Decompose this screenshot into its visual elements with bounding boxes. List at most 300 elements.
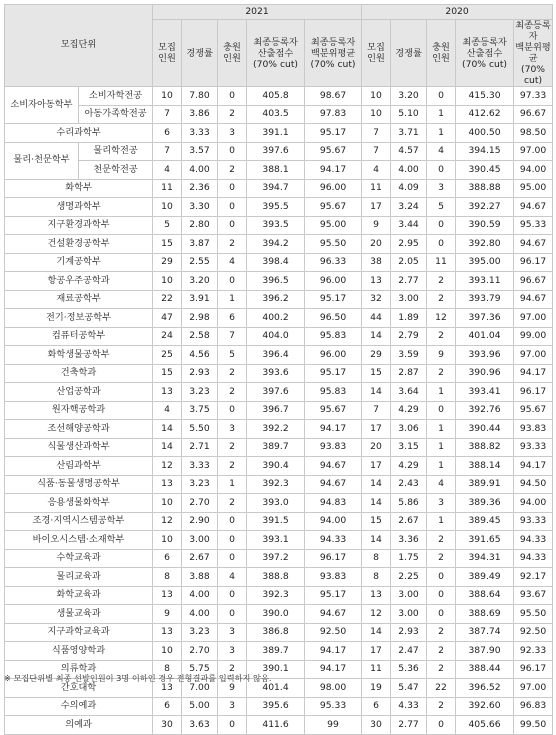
value-2020-0: 7 xyxy=(362,142,391,161)
value-2020-0: 4 xyxy=(362,161,391,180)
value-2020-1: 1.75 xyxy=(391,549,427,568)
value-2020-1: 1.89 xyxy=(391,309,427,328)
value-2020-1: 3.20 xyxy=(391,87,427,106)
value-2021-4: 96.17 xyxy=(305,549,362,568)
value-2021-0: 29 xyxy=(153,253,182,272)
value-2021-3: 401.4 xyxy=(247,679,305,698)
value-2021-4: 98.00 xyxy=(305,679,362,698)
value-2021-1: 3.30 xyxy=(182,198,218,217)
value-2021-2: 0 xyxy=(218,531,247,550)
value-2020-0: 14 xyxy=(362,383,391,402)
value-2021-3: 386.8 xyxy=(247,623,305,642)
unit-name: 생명과학부 xyxy=(5,198,153,217)
value-2020-1: 4.29 xyxy=(391,401,427,420)
value-2020-4: 96.67 xyxy=(514,105,553,124)
value-2021-4: 96.00 xyxy=(305,179,362,198)
value-2021-4: 95.67 xyxy=(305,198,362,217)
value-2020-1: 2.67 xyxy=(391,512,427,531)
table-row xyxy=(5,253,553,272)
value-2021-3: 397.6 xyxy=(247,383,305,402)
value-2021-4: 95.67 xyxy=(305,142,362,161)
value-2021-3: 396.5 xyxy=(247,272,305,291)
value-2020-4: 96.17 xyxy=(514,253,553,272)
value-2021-2: 3 xyxy=(218,623,247,642)
value-2020-3: 401.04 xyxy=(456,327,514,346)
value-2020-2: 11 xyxy=(427,253,456,272)
table-row xyxy=(5,549,553,568)
table-row xyxy=(5,87,553,106)
table-row xyxy=(5,235,553,254)
value-2020-0: 14 xyxy=(362,327,391,346)
value-2021-0: 10 xyxy=(153,198,182,217)
value-2021-4: 94.83 xyxy=(305,494,362,513)
value-2021-4: 92.50 xyxy=(305,623,362,642)
value-2020-1: 2.93 xyxy=(391,623,427,642)
value-2021-1: 3.91 xyxy=(182,290,218,309)
year-2020-header: 2020 xyxy=(362,5,553,20)
value-2020-1: 3.24 xyxy=(391,198,427,217)
value-2021-0: 8 xyxy=(153,568,182,587)
value-2021-1: 2.71 xyxy=(182,438,218,457)
value-2021-2: 5 xyxy=(218,346,247,365)
value-2021-0: 6 xyxy=(153,549,182,568)
value-2020-4: 94.17 xyxy=(514,364,553,383)
value-2020-0: 13 xyxy=(362,272,391,291)
value-2020-3: 392.80 xyxy=(456,235,514,254)
value-2020-4: 94.00 xyxy=(514,494,553,513)
value-2021-3: 393.6 xyxy=(247,364,305,383)
value-2020-2: 9 xyxy=(427,346,456,365)
value-2020-3: 391.65 xyxy=(456,531,514,550)
value-2021-4: 95.67 xyxy=(305,401,362,420)
value-2020-1: 2.47 xyxy=(391,642,427,661)
unit-name: 의예과 xyxy=(5,716,153,735)
value-2021-0: 13 xyxy=(153,623,182,642)
value-2021-2: 3 xyxy=(218,420,247,439)
value-2021-3: 392.3 xyxy=(247,475,305,494)
value-2020-3: 400.50 xyxy=(456,124,514,143)
table-row xyxy=(5,198,553,217)
value-2020-0: 17 xyxy=(362,457,391,476)
value-2021-3: 395.6 xyxy=(247,697,305,716)
value-2021-0: 9 xyxy=(153,605,182,624)
value-2021-0: 10 xyxy=(153,87,182,106)
value-2020-1: 2.95 xyxy=(391,235,427,254)
value-2021-0: 5 xyxy=(153,216,182,235)
value-2021-2: 2 xyxy=(218,235,247,254)
value-2020-3: 388.88 xyxy=(456,179,514,198)
value-2020-3: 392.76 xyxy=(456,401,514,420)
value-2020-4: 94.00 xyxy=(514,161,553,180)
value-2021-2: 2 xyxy=(218,660,247,679)
value-2020-0: 19 xyxy=(362,679,391,698)
value-2021-4: 94.67 xyxy=(305,605,362,624)
admission-results-table xyxy=(4,4,553,735)
table-row xyxy=(5,179,553,198)
value-2020-2: 0 xyxy=(427,216,456,235)
value-2020-2: 0 xyxy=(427,235,456,254)
unit-group-name: 소비자아동학부 xyxy=(5,87,79,124)
value-2020-4: 93.83 xyxy=(514,420,553,439)
unit-name: 산림과학부 xyxy=(5,457,153,476)
value-2020-2: 2 xyxy=(427,623,456,642)
value-2020-2: 1 xyxy=(427,105,456,124)
value-2020-2: 1 xyxy=(427,420,456,439)
unit-name: 조경·지역시스템공학부 xyxy=(5,512,153,531)
value-2021-1: 5.50 xyxy=(182,420,218,439)
value-2021-0: 10 xyxy=(153,642,182,661)
unit-name: 지구과학교육과 xyxy=(5,623,153,642)
value-2020-3: 389.91 xyxy=(456,475,514,494)
value-2020-1: 3.64 xyxy=(391,383,427,402)
value-2020-2: 4 xyxy=(427,475,456,494)
value-2021-1: 3.33 xyxy=(182,457,218,476)
value-2021-2: 9 xyxy=(218,679,247,698)
value-2020-3: 393.41 xyxy=(456,383,514,402)
value-2020-1: 5.86 xyxy=(391,494,427,513)
value-2021-3: 389.7 xyxy=(247,438,305,457)
value-2021-2: 1 xyxy=(218,475,247,494)
value-2020-2: 0 xyxy=(427,586,456,605)
value-2021-4: 93.83 xyxy=(305,438,362,457)
value-2020-0: 9 xyxy=(362,216,391,235)
value-2021-1: 4.00 xyxy=(182,605,218,624)
value-2021-0: 7 xyxy=(153,105,182,124)
value-2020-2: 1 xyxy=(427,438,456,457)
value-2020-0: 8 xyxy=(362,549,391,568)
value-2020-2: 0 xyxy=(427,605,456,624)
value-2021-2: 2 xyxy=(218,457,247,476)
value-2020-0: 38 xyxy=(362,253,391,272)
value-2020-0: 6 xyxy=(362,697,391,716)
table-row xyxy=(5,568,553,587)
unit-name: 기계공학부 xyxy=(5,253,153,272)
value-2021-3: 403.5 xyxy=(247,105,305,124)
value-2020-4: 95.00 xyxy=(514,179,553,198)
value-2021-0: 12 xyxy=(153,457,182,476)
value-2020-2: 1 xyxy=(427,124,456,143)
value-2020-0: 44 xyxy=(362,309,391,328)
value-2020-0: 10 xyxy=(362,87,391,106)
value-2021-3: 392.2 xyxy=(247,420,305,439)
value-2021-2: 2 xyxy=(218,438,247,457)
value-2021-1: 2.67 xyxy=(182,549,218,568)
value-2021-0: 12 xyxy=(153,512,182,531)
value-2021-1: 3.87 xyxy=(182,235,218,254)
value-2021-2: 0 xyxy=(218,549,247,568)
unit-name: 의류학과 xyxy=(5,660,153,679)
value-2020-3: 393.79 xyxy=(456,290,514,309)
value-2020-1: 2.43 xyxy=(391,475,427,494)
value-2020-0: 29 xyxy=(362,346,391,365)
table-row xyxy=(5,494,553,513)
value-2020-1: 4.29 xyxy=(391,457,427,476)
value-2020-3: 387.90 xyxy=(456,642,514,661)
table-row xyxy=(5,161,553,180)
value-2020-3: 388.64 xyxy=(456,586,514,605)
value-2021-0: 15 xyxy=(153,364,182,383)
table-row xyxy=(5,605,553,624)
footnote: ※ 모집단위별 최종 선발인원이 3명 이하인 경우 전형결과를 입력하지 않음. xyxy=(4,673,272,683)
value-2021-4: 93.83 xyxy=(305,568,362,587)
value-2020-3: 396.52 xyxy=(456,679,514,698)
value-2020-3: 393.11 xyxy=(456,272,514,291)
unit-name: 항공우주공학과 xyxy=(5,272,153,291)
table-row xyxy=(5,642,553,661)
value-2021-2: 7 xyxy=(218,327,247,346)
value-2020-1: 3.44 xyxy=(391,216,427,235)
value-2021-3: 388.8 xyxy=(247,568,305,587)
value-2021-2: 0 xyxy=(218,512,247,531)
value-2021-2: 2 xyxy=(218,364,247,383)
value-2020-1: 5.10 xyxy=(391,105,427,124)
col-header-2021-2: 충원 인원 xyxy=(218,20,247,87)
value-2020-4: 99.50 xyxy=(514,716,553,735)
table-row xyxy=(5,697,553,716)
value-2020-4: 94.50 xyxy=(514,475,553,494)
col-header-2020-3: 최종등록자 산출점수 (70% cut) xyxy=(456,20,514,87)
value-2021-0: 11 xyxy=(153,179,182,198)
value-2021-4: 95.17 xyxy=(305,290,362,309)
value-2020-4: 94.17 xyxy=(514,457,553,476)
value-2021-4: 94.17 xyxy=(305,161,362,180)
value-2020-1: 3.15 xyxy=(391,438,427,457)
value-2021-4: 95.17 xyxy=(305,364,362,383)
unit-name: 건축학과 xyxy=(5,364,153,383)
value-2021-1: 3.23 xyxy=(182,623,218,642)
value-2021-0: 13 xyxy=(153,475,182,494)
value-2021-2: 0 xyxy=(218,401,247,420)
value-2020-1: 3.00 xyxy=(391,586,427,605)
value-2021-2: 6 xyxy=(218,309,247,328)
value-2021-3: 405.8 xyxy=(247,87,305,106)
value-2020-4: 99.00 xyxy=(514,327,553,346)
col-header-2021-0: 모집 인원 xyxy=(153,20,182,87)
value-2021-4: 96.00 xyxy=(305,272,362,291)
value-2021-3: 396.7 xyxy=(247,401,305,420)
unit-name: 화학부 xyxy=(5,179,153,198)
value-2021-3: 393.0 xyxy=(247,494,305,513)
value-2021-3: 393.5 xyxy=(247,216,305,235)
value-2021-0: 4 xyxy=(153,161,182,180)
value-2020-4: 95.50 xyxy=(514,605,553,624)
value-2021-4: 95.17 xyxy=(305,586,362,605)
value-2021-1: 7.80 xyxy=(182,87,218,106)
value-2020-4: 94.33 xyxy=(514,531,553,550)
value-2020-0: 10 xyxy=(362,105,391,124)
value-2020-4: 95.67 xyxy=(514,401,553,420)
value-2020-4: 96.83 xyxy=(514,697,553,716)
col-header-2020-2: 충원 인원 xyxy=(427,20,456,87)
value-2020-3: 397.36 xyxy=(456,309,514,328)
value-2021-3: 395.5 xyxy=(247,198,305,217)
value-2021-1: 2.98 xyxy=(182,309,218,328)
value-2020-3: 390.45 xyxy=(456,161,514,180)
value-2020-1: 2.77 xyxy=(391,272,427,291)
value-2020-1: 5.36 xyxy=(391,660,427,679)
value-2021-0: 15 xyxy=(153,235,182,254)
value-2020-4: 96.17 xyxy=(514,660,553,679)
value-2020-2: 0 xyxy=(427,716,456,735)
value-2021-1: 4.56 xyxy=(182,346,218,365)
value-2020-4: 97.33 xyxy=(514,87,553,106)
unit-name: 건설환경공학부 xyxy=(5,235,153,254)
value-2021-4: 99 xyxy=(305,716,362,735)
value-2020-3: 388.69 xyxy=(456,605,514,624)
unit-name: 물리교육과 xyxy=(5,568,153,587)
value-2020-2: 3 xyxy=(427,179,456,198)
value-2021-2: 4 xyxy=(218,568,247,587)
value-2021-0: 14 xyxy=(153,438,182,457)
table-row xyxy=(5,457,553,476)
value-2020-2: 2 xyxy=(427,272,456,291)
value-2021-0: 4 xyxy=(153,401,182,420)
unit-name: 수의예과 xyxy=(5,697,153,716)
value-2021-3: 394.2 xyxy=(247,235,305,254)
value-2020-0: 17 xyxy=(362,420,391,439)
value-2021-0: 47 xyxy=(153,309,182,328)
value-2021-3: 397.2 xyxy=(247,549,305,568)
value-2021-2: 0 xyxy=(218,87,247,106)
value-2021-1: 3.88 xyxy=(182,568,218,587)
table-row xyxy=(5,512,553,531)
value-2021-2: 1 xyxy=(218,290,247,309)
value-2021-0: 7 xyxy=(153,142,182,161)
value-2020-2: 1 xyxy=(427,383,456,402)
value-2020-1: 4.57 xyxy=(391,142,427,161)
value-2021-4: 96.00 xyxy=(305,346,362,365)
value-2020-2: 12 xyxy=(427,309,456,328)
table-row xyxy=(5,475,553,494)
unit-header: 모집단위 xyxy=(5,5,153,87)
value-2020-2: 2 xyxy=(427,642,456,661)
value-2020-1: 2.25 xyxy=(391,568,427,587)
value-2020-2: 0 xyxy=(427,401,456,420)
value-2020-1: 3.71 xyxy=(391,124,427,143)
unit-major-name: 천문학전공 xyxy=(79,161,153,180)
value-2020-2: 2 xyxy=(427,660,456,679)
value-2021-2: 0 xyxy=(218,272,247,291)
value-2021-3: 392.3 xyxy=(247,586,305,605)
value-2021-0: 6 xyxy=(153,124,182,143)
value-2021-4: 95.83 xyxy=(305,383,362,402)
col-header-2020-1: 경쟁률 xyxy=(391,20,427,87)
value-2020-0: 20 xyxy=(362,235,391,254)
unit-name: 화학교육과 xyxy=(5,586,153,605)
value-2020-4: 93.33 xyxy=(514,438,553,457)
value-2021-4: 94.00 xyxy=(305,512,362,531)
value-2021-3: 396.4 xyxy=(247,346,305,365)
value-2020-1: 2.79 xyxy=(391,327,427,346)
value-2020-1: 4.09 xyxy=(391,179,427,198)
value-2021-3: 391.1 xyxy=(247,124,305,143)
unit-major-name: 소비자학전공 xyxy=(79,87,153,106)
value-2021-1: 2.70 xyxy=(182,642,218,661)
value-2021-2: 0 xyxy=(218,716,247,735)
col-header-2021-4: 최종등록자 백분위평균 (70% cut) xyxy=(305,20,362,87)
value-2020-2: 2 xyxy=(427,364,456,383)
value-2020-4: 95.33 xyxy=(514,216,553,235)
value-2020-4: 94.33 xyxy=(514,549,553,568)
value-2021-3: 404.0 xyxy=(247,327,305,346)
value-2020-4: 97.00 xyxy=(514,142,553,161)
value-2021-2: 0 xyxy=(218,605,247,624)
value-2020-1: 3.59 xyxy=(391,346,427,365)
value-2020-3: 393.96 xyxy=(456,346,514,365)
value-2020-1: 4.33 xyxy=(391,697,427,716)
value-2021-2: 4 xyxy=(218,253,247,272)
value-2020-3: 389.45 xyxy=(456,512,514,531)
value-2020-4: 92.17 xyxy=(514,568,553,587)
value-2020-3: 405.66 xyxy=(456,716,514,735)
value-2021-4: 94.33 xyxy=(305,531,362,550)
value-2020-0: 12 xyxy=(362,605,391,624)
value-2021-3: 390.4 xyxy=(247,457,305,476)
value-2021-2: 0 xyxy=(218,216,247,235)
value-2020-4: 93.33 xyxy=(514,512,553,531)
value-2020-3: 395.00 xyxy=(456,253,514,272)
value-2020-0: 32 xyxy=(362,290,391,309)
value-2020-0: 11 xyxy=(362,179,391,198)
unit-major-name: 물리학전공 xyxy=(79,142,153,161)
value-2021-1: 3.20 xyxy=(182,272,218,291)
value-2020-3: 394.15 xyxy=(456,142,514,161)
value-2021-4: 95.00 xyxy=(305,216,362,235)
value-2020-3: 390.44 xyxy=(456,420,514,439)
value-2021-4: 95.17 xyxy=(305,124,362,143)
unit-name: 재료공학부 xyxy=(5,290,153,309)
table-row xyxy=(5,327,553,346)
value-2021-4: 96.50 xyxy=(305,309,362,328)
value-2020-3: 412.62 xyxy=(456,105,514,124)
table-row xyxy=(5,586,553,605)
value-2020-3: 392.27 xyxy=(456,198,514,217)
value-2020-1: 3.06 xyxy=(391,420,427,439)
table-row xyxy=(5,364,553,383)
value-2021-1: 2.58 xyxy=(182,327,218,346)
value-2021-3: 390.1 xyxy=(247,660,305,679)
value-2021-0: 6 xyxy=(153,697,182,716)
unit-name: 간호대학 xyxy=(5,679,153,698)
value-2020-4: 94.67 xyxy=(514,198,553,217)
value-2020-4: 97.00 xyxy=(514,346,553,365)
value-2021-0: 24 xyxy=(153,327,182,346)
value-2020-2: 1 xyxy=(427,457,456,476)
value-2021-3: 388.1 xyxy=(247,161,305,180)
col-header-2021-3: 최종등록자 산출점수 (70% cut) xyxy=(247,20,305,87)
value-2021-0: 13 xyxy=(153,679,182,698)
value-2021-3: 411.6 xyxy=(247,716,305,735)
value-2021-1: 2.55 xyxy=(182,253,218,272)
value-2021-4: 94.17 xyxy=(305,660,362,679)
value-2020-0: 14 xyxy=(362,531,391,550)
table-row xyxy=(5,272,553,291)
unit-name: 식품·동물생명공학부 xyxy=(5,475,153,494)
value-2021-1: 2.93 xyxy=(182,364,218,383)
value-2021-4: 94.17 xyxy=(305,642,362,661)
unit-group-name: 물리·천문학부 xyxy=(5,142,79,179)
value-2020-1: 3.00 xyxy=(391,605,427,624)
value-2020-1: 2.05 xyxy=(391,253,427,272)
table-row xyxy=(5,216,553,235)
value-2021-3: 393.1 xyxy=(247,531,305,550)
value-2020-1: 4.00 xyxy=(391,161,427,180)
table-row xyxy=(5,105,553,124)
value-2020-2: 0 xyxy=(427,87,456,106)
value-2020-0: 30 xyxy=(362,716,391,735)
value-2021-0: 8 xyxy=(153,660,182,679)
value-2020-4: 97.00 xyxy=(514,309,553,328)
